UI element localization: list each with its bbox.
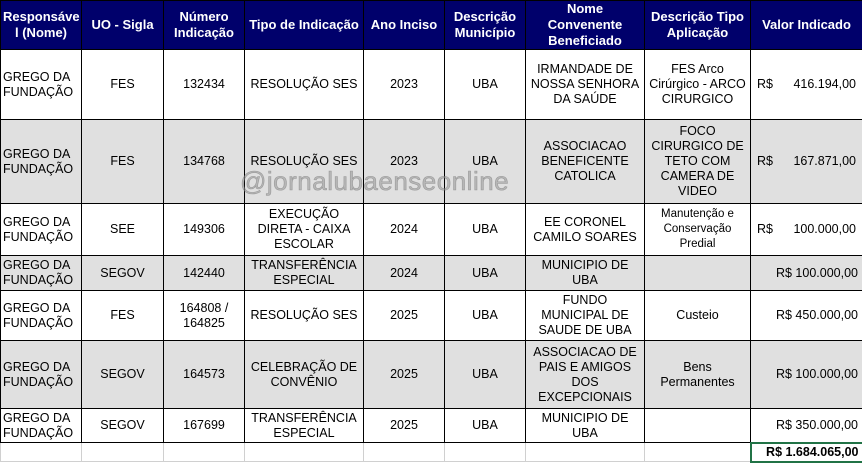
cell-ano[interactable]: 2023 <box>364 50 445 120</box>
cell-aplicacao[interactable] <box>645 256 751 291</box>
cell-valor[interactable]: R$ 100.000,00 <box>751 341 862 409</box>
cell-responsavel[interactable]: GREGO DA FUNDAÇÃO <box>1 409 82 443</box>
cell-aplicacao[interactable]: FES Arco Cirúrgico - ARCO CIRURGICO <box>645 50 751 120</box>
cell-municipio[interactable]: UBA <box>445 120 526 204</box>
cell-aplicacao[interactable]: Custeio <box>645 291 751 341</box>
empty-cell[interactable] <box>82 443 164 462</box>
cell-municipio[interactable]: UBA <box>445 256 526 291</box>
cell-tipo[interactable]: RESOLUÇÃO SES <box>245 291 364 341</box>
cell-aplicacao[interactable]: Bens Permanentes <box>645 341 751 409</box>
table-row <box>1 120 862 204</box>
cell-convenente[interactable]: FUNDO MUNICIPAL DE SAUDE DE UBA <box>526 291 645 341</box>
currency-label: R$ <box>757 222 773 236</box>
cell-valor[interactable]: R$ 350.000,00 <box>751 409 862 443</box>
cell-responsavel[interactable]: GREGO DA FUNDAÇÃO <box>1 120 82 204</box>
empty-cell[interactable] <box>364 443 445 462</box>
cell-uo[interactable]: FES <box>82 50 164 120</box>
empty-cell[interactable] <box>245 443 364 462</box>
cell-numero[interactable]: 132434 <box>164 50 245 120</box>
cell-convenente[interactable]: IRMANDADE DE NOSSA SENHORA DA SAÚDE <box>526 50 645 120</box>
cell-numero[interactable]: 142440 <box>164 256 245 291</box>
cell-uo[interactable]: FES <box>82 291 164 341</box>
cell-responsavel[interactable]: GREGO DA FUNDAÇÃO <box>1 50 82 120</box>
empty-cell[interactable] <box>645 443 751 462</box>
table-row <box>1 204 862 256</box>
cell-uo[interactable]: SEGOV <box>82 409 164 443</box>
watermark-text: @jornalubaenseonline <box>240 166 510 196</box>
header-tipo-indicacao[interactable]: Tipo de Indicação <box>245 1 364 50</box>
cell-uo[interactable]: SEGOV <box>82 256 164 291</box>
header-responsavel[interactable]: Responsáve l (Nome) <box>1 1 82 50</box>
header-municipio[interactable]: Descrição Município <box>445 1 526 50</box>
header-uo-sigla[interactable]: UO - Sigla <box>82 1 164 50</box>
header-tipo-aplicacao[interactable]: Descrição Tipo Aplicação <box>645 1 751 50</box>
cell-uo[interactable]: SEE <box>82 204 164 256</box>
cell-aplicacao[interactable]: FOCO CIRURGICO DE TETO COM CAMERA DE VIDEO <box>645 120 751 204</box>
valor-amount: 416.194,00 <box>793 77 856 91</box>
cell-valor[interactable] <box>751 204 862 256</box>
cell-valor[interactable] <box>751 50 862 120</box>
table-row <box>1 256 862 291</box>
empty-cell[interactable] <box>1 443 82 462</box>
empty-cell[interactable] <box>164 443 245 462</box>
cell-uo[interactable]: FES <box>82 120 164 204</box>
table-row <box>1 409 862 443</box>
header-row <box>1 1 862 50</box>
cell-convenente[interactable]: ASSOCIACAO DE PAIS E AMIGOS DOS EXCEPCIONAIS <box>526 341 645 409</box>
total-valor-cell[interactable]: R$ 1.684.065,00 <box>751 443 862 462</box>
cell-ano[interactable]: 2025 <box>364 409 445 443</box>
valor-amount: 100.000,00 <box>793 222 856 236</box>
valor-amount: 167.871,00 <box>793 154 856 168</box>
cell-aplicacao[interactable] <box>645 409 751 443</box>
table-row <box>1 50 862 120</box>
cell-numero[interactable]: 134768 <box>164 120 245 204</box>
cell-responsavel[interactable]: GREGO DA FUNDAÇÃO <box>1 291 82 341</box>
cell-ano[interactable]: 2023 <box>364 120 445 204</box>
cell-tipo[interactable]: EXECUÇÃO DIRETA - CAIXA ESCOLAR <box>245 204 364 256</box>
cell-numero[interactable]: 149306 <box>164 204 245 256</box>
header-ano-inciso[interactable]: Ano Inciso <box>364 1 445 50</box>
cell-tipo[interactable]: RESOLUÇÃO SES <box>245 50 364 120</box>
header-convenente[interactable]: Nome Convenente Beneficiado <box>526 1 645 50</box>
cell-municipio[interactable]: UBA <box>445 50 526 120</box>
total-row <box>1 443 862 462</box>
empty-cell[interactable] <box>526 443 645 462</box>
currency-label: R$ <box>757 77 773 91</box>
cell-municipio[interactable]: UBA <box>445 341 526 409</box>
cell-responsavel[interactable]: GREGO DA FUNDAÇÃO <box>1 341 82 409</box>
cell-valor[interactable] <box>751 120 862 204</box>
currency-label: R$ <box>757 154 773 168</box>
cell-tipo[interactable]: CELEBRAÇÃO DE CONVÊNIO <box>245 341 364 409</box>
cell-valor[interactable]: R$ 450.000,00 <box>751 291 862 341</box>
table-row <box>1 291 862 341</box>
cell-numero[interactable]: 167699 <box>164 409 245 443</box>
cell-numero[interactable]: 164808 / 164825 <box>164 291 245 341</box>
cell-convenente[interactable]: MUNICIPIO DE UBA <box>526 409 645 443</box>
cell-ano[interactable]: 2024 <box>364 204 445 256</box>
cell-ano[interactable]: 2025 <box>364 341 445 409</box>
cell-responsavel[interactable]: GREGO DA FUNDAÇÃO <box>1 204 82 256</box>
cell-valor[interactable]: R$ 100.000,00 <box>751 256 862 291</box>
cell-convenente[interactable]: MUNICIPIO DE UBA <box>526 256 645 291</box>
cell-municipio[interactable]: UBA <box>445 291 526 341</box>
cell-tipo[interactable]: TRANSFERÊNCIA ESPECIAL <box>245 256 364 291</box>
header-numero-indicacao[interactable]: Número Indicação <box>164 1 245 50</box>
header-valor-indicado[interactable]: Valor Indicado <box>751 1 862 50</box>
cell-municipio[interactable]: UBA <box>445 409 526 443</box>
cell-municipio[interactable]: UBA <box>445 204 526 256</box>
cell-ano[interactable]: 2025 <box>364 291 445 341</box>
cell-convenente[interactable]: ASSOCIACAO BENEFICENTE CATOLICA <box>526 120 645 204</box>
empty-cell[interactable] <box>445 443 526 462</box>
cell-ano[interactable]: 2024 <box>364 256 445 291</box>
cell-aplicacao[interactable]: Manutenção e Conservação Predial <box>645 204 751 256</box>
cell-convenente[interactable]: EE CORONEL CAMILO SOARES <box>526 204 645 256</box>
cell-uo[interactable]: SEGOV <box>82 341 164 409</box>
cell-tipo[interactable]: TRANSFERÊNCIA ESPECIAL <box>245 409 364 443</box>
cell-tipo[interactable]: RESOLUÇÃO SES <box>245 120 364 204</box>
table-row <box>1 341 862 409</box>
cell-numero[interactable]: 164573 <box>164 341 245 409</box>
cell-responsavel[interactable]: GREGO DA FUNDAÇÃO <box>1 256 82 291</box>
